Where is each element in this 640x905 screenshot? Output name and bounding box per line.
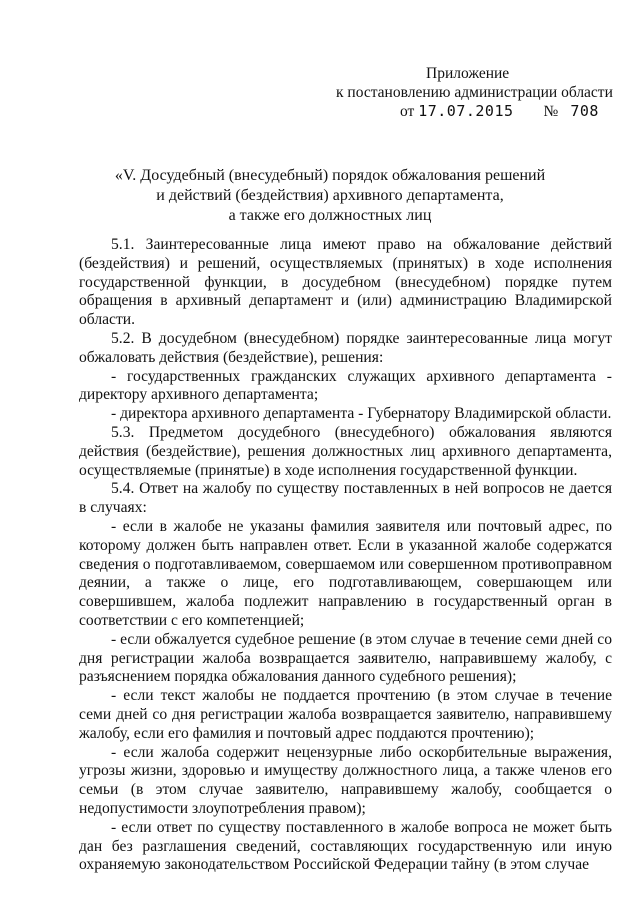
number-sign: № (543, 103, 559, 120)
paragraph: - если жалоба содержит нецензурные либо оскорбительные выражения, угрозы жизни, здоровью и имуществу должностного лица, а также членов его семьи (в этом случае заявителю, направившему жалобу, сообщается о недопустимости злоупотребления правом); (79, 743, 612, 817)
paragraph: - если ответ по существу поставленного в жалобе вопроса не может быть дан без разглашения сведений, составляющих государственную или иную охраняемую законодательством Российской Федерации тайну (в этом случае (79, 818, 612, 874)
paragraph: - государственных гражданских служащих архивного департамента - директору архивного департамента; (79, 367, 612, 404)
date-prefix: от (400, 103, 415, 120)
appendix-subtitle: к постановлению администрации области (336, 84, 613, 101)
paragraph: 5.4. Ответ на жалобу по существу поставленных в ней вопросов не дается в случаях: (79, 480, 612, 517)
paragraph: - если в жалобе не указаны фамилия заявителя или почтовый адрес, по которому должен быть направлен ответ. Если в указанной жалобе содержатся сведения о подготавливаемом, совершаемом или совершенном противоправном деянии, а также о лице, его подготавливающем, совершающем или совершившем, жалоба подлежит направлению в государственный орган в соответствии с его компетенцией; (79, 517, 612, 629)
appendix-header (300, 64, 613, 121)
paragraph: - директора архивного департамента - Губернатору Владимирской области. (111, 405, 612, 423)
paragraph: 5.2. В досудебном (внесудебном) порядке заинтересованные лица могут обжаловать действия (бездействие), решения: (79, 329, 612, 366)
document-date: 17.07.2015 (418, 102, 514, 120)
appendix-date-line (300, 102, 600, 121)
heading-line-2: и действий (бездействия) архивного департамента, (156, 187, 504, 204)
section-heading (80, 166, 580, 226)
heading-line-1: «V. Досудебный (внесудебный) порядок обжалования решений (114, 167, 546, 184)
document-body (79, 236, 612, 875)
paragraph: - если обжалуется судебное решение (в этом случае в течение семи дней со дня регистрации жалоба возвращается заявителю, направившему жалобу, с разъяснением порядка обжалования данного судебного решения); (79, 630, 612, 686)
paragraph: - если текст жалобы не поддается прочтению (в этом случае в течение семи дней со дня регистрации жалоба возвращается заявителю, направившему жалобу, если его фамилия и почтовый адрес поддаются прочтению); (79, 687, 612, 742)
heading-line-3: а также его должностных лиц (228, 207, 432, 224)
paragraph: 5.1. Заинтересованные лица имеют право на обжалование действий (бездействия) и решений, осуществляемых (принятых) в ходе исполнения государственной функции, в досудебном (внесудебном) порядке путем обращения в архивный департамент и (или) администрацию Владимирской области. (79, 236, 612, 329)
appendix-title: Приложение (426, 65, 510, 82)
paragraph: 5.3. Предметом досудебного (внесудебного) обжалования являются действия (бездействие), решения должностных лиц архивного департамента, осуществляемые (принятые) в ходе исполнения государственной функции. (79, 423, 612, 479)
document-number: 708 (570, 102, 599, 120)
